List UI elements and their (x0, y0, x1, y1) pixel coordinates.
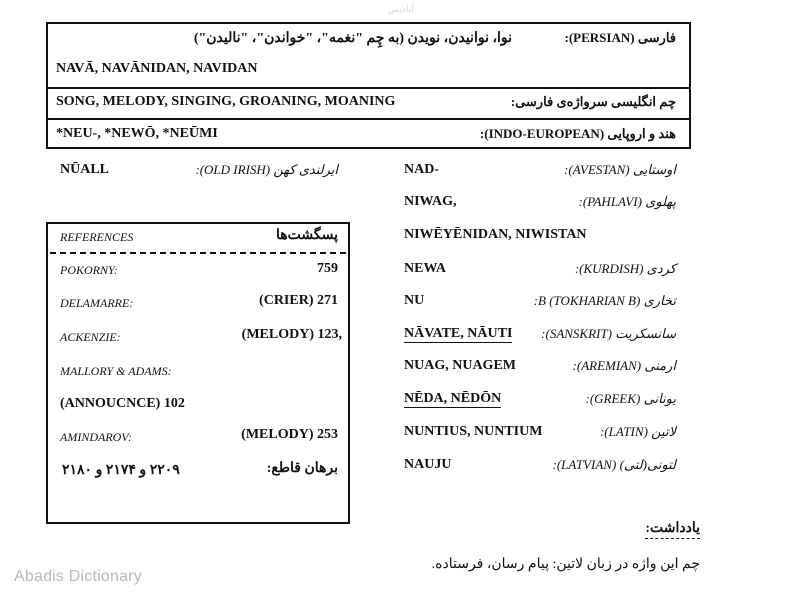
ref-name-mallory: MALLORY & ADAMS: (60, 364, 172, 378)
latvian-value: NAUJU (404, 457, 452, 472)
references-title-fa: پسگشت‌ها (275, 228, 338, 243)
kurdish-value: NEWA (404, 261, 447, 276)
header-divider-2 (46, 118, 691, 120)
old-irish-value: NŪALL (60, 162, 110, 177)
kurdish-label: کردی (KURDISH): (574, 261, 676, 276)
references-dashed-divider (50, 252, 346, 254)
avestan-value: NAD- (404, 162, 439, 177)
english-meaning-value: SONG, MELODY, SINGING, GROANING, MOANING (56, 94, 396, 109)
header-divider-1 (46, 87, 691, 89)
ref-value-amindarov: (MELODY) 253 (241, 427, 338, 442)
ref-value-pokorny: 759 (317, 261, 338, 276)
transliteration: NAVĀ, NAVĀNIDAN, NAVIDAN (56, 61, 258, 76)
persian-row-value: نوا، نوانیدن، نویدن (به چِم "نغمه"، "خواندن"، "نالیدن") (193, 31, 512, 46)
greek-label: یونانی (GREEK): (585, 391, 676, 406)
sanskrit-value: NĀVATE, NĀUTI (404, 326, 513, 341)
avestan-label: اوستایی (AVESTAN): (564, 162, 676, 177)
ref-name-ackenzie: ACKENZIE: (60, 330, 121, 344)
note-title: یادداشت: (645, 520, 700, 539)
latvian-label: لتونی(لتی) (LATVIAN): (552, 457, 676, 472)
ref-value-delamarre: (CRIER) 271 (259, 293, 338, 308)
references-title-en: REFERENCES (60, 230, 134, 244)
old-irish-label: ایرلندی کهن (OLD IRISH): (195, 162, 338, 177)
latin-label: لاتین (LATIN): (599, 424, 676, 439)
tokharian-value: NU (404, 293, 425, 308)
top-watermark: آبادیس (388, 5, 414, 15)
ref-name-delamarre: DELAMARRE: (60, 296, 134, 310)
greek-value: NĒDA, NĒDŌN (404, 391, 502, 406)
indo-european-label: هند و اروپایی (INDO-EUROPEAN): (479, 126, 676, 141)
armenian-label: ارمنی (AREMIAN): (572, 358, 676, 373)
sanskrit-label: سانسکریت (SANSKRIT): (541, 326, 676, 341)
watermark: Abadis Dictionary (14, 568, 142, 585)
latin-value: NUNTIUS, NUNTIUM (404, 424, 543, 439)
tokharian-label: تخاری B (TOKHARIAN B): (533, 293, 676, 308)
ref-mallory-value: (ANNOUCNCE) 102 (60, 396, 185, 411)
english-meaning-label: چم انگلیسی سرواژه‌ی فارسی: (510, 94, 676, 109)
note-text: چم این واژه در زبان لاتین: پیام رسان، فرستاده. (431, 557, 700, 572)
borhan-label: برهان قاطع: (266, 461, 338, 476)
pahlavi-label: پهلوی (PAHLAVI): (578, 194, 676, 209)
indo-european-value: *NEU-, *NEWŌ, *NEŪMI (56, 126, 218, 141)
borhan-value: ۲۲۰۹ و ۲۱۷۴ و ۲۱۸۰ (62, 463, 180, 478)
ref-name-amindarov: AMINDAROV: (60, 430, 132, 444)
persian-row-label: فارسی (PERSIAN): (564, 30, 676, 45)
ref-name-pokorny: POKORNY: (60, 263, 118, 277)
armenian-value: NUAG, NUAGEM (404, 358, 516, 373)
pahlavi-value-2: NIWĒYĒNIDAN, NIWISTAN (404, 227, 587, 242)
ref-value-ackenzie: (MELODY) 123, (241, 327, 342, 342)
pahlavi-value: NIWAG, (404, 194, 457, 209)
